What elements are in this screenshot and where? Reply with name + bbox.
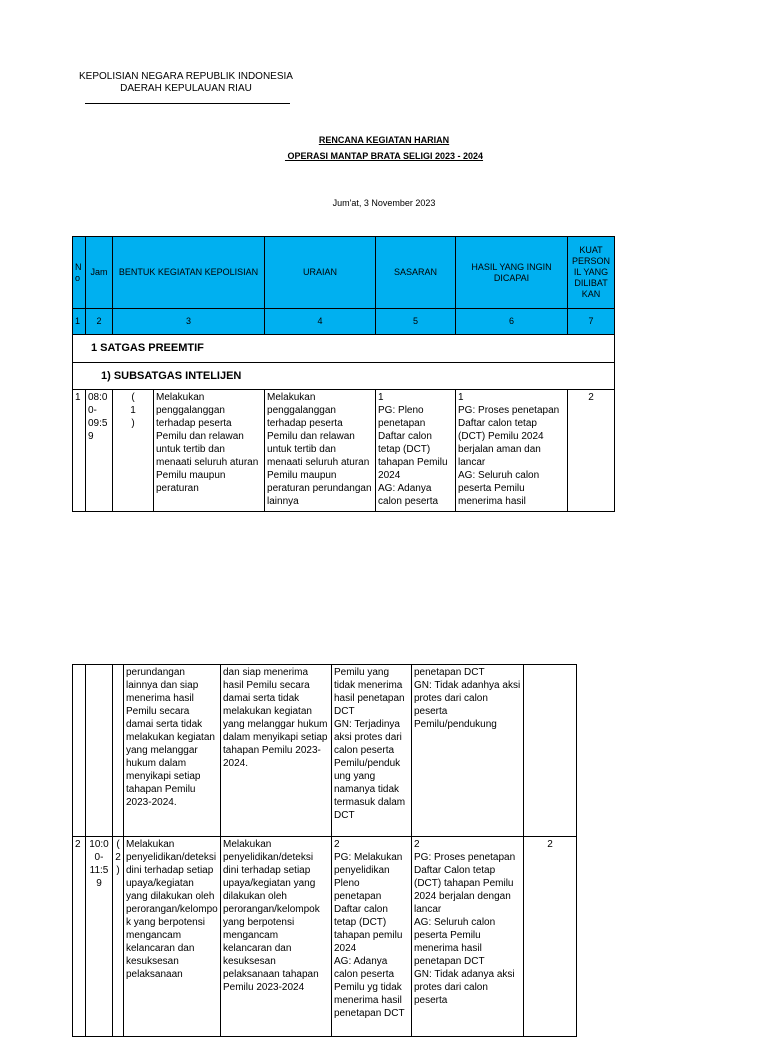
subsection-row	[73, 363, 615, 390]
row-code: ( 2 )	[113, 837, 124, 1037]
row-no: 2	[73, 837, 86, 1037]
doc-date: Jum'at, 3 November 2023	[332, 198, 436, 208]
table-header-row	[73, 237, 615, 309]
col-number: 5	[376, 309, 456, 335]
row-hasil: penetapan DCT GN: Tidak adanhya aksi protes dari calon peserta Pemilu/pendukung	[412, 665, 524, 837]
col-number: 2	[86, 309, 113, 335]
row-jam: 10:0 0- 11:5 9	[86, 837, 113, 1037]
row-jam: 08:0 0- 09:5 9	[86, 390, 113, 512]
doc-subtitle: OPERASI MANTAP BRATA SELIGI 2023 - 2024	[284, 151, 484, 161]
org-underline	[85, 103, 290, 104]
row-sasaran: 2 PG: Melakukan penyelidikan Pleno penetapan Daftar calon tetap (DCT) tahapan pemilu 2024 AG: Adanya calon peserta Pemilu yg tidak menerima hasil penetapan DCT	[332, 837, 412, 1037]
row-bentuk: perundangan lainnya dan siap menerima hasil Pemilu secara damai serta tidak melakukan kegiatan yang melanggar hukum dalam menyikapi setiap tahapan Pemilu 2023-2024.	[124, 665, 221, 837]
row-bentuk: Melakukan penyelidikan/deteksi dini terhadap setiap upaya/kegiatan yang dilakukan oleh perorangan/kelompok yang berpotensi mengancam kelancaran dan kesuksesan pelaksanaan	[124, 837, 221, 1037]
row-uraian: dan siap menerima hasil Pemilu secara damai serta tidak melakukan kegiatan yang melanggar hukum dalam menyikapi setiap tahapan Pemilu 2023-2024.	[221, 665, 332, 837]
column-number-row	[73, 309, 615, 335]
row-no	[73, 665, 86, 837]
row-kuat: 2	[568, 390, 615, 512]
row-kuat: 2	[524, 837, 577, 1037]
row-hasil: 2 PG: Proses penetapan Daftar Calon tetap (DCT) tahapan Pemilu 2024 berjalan dengan lancar AG: Seluruh calon peserta Pemilu menerima hasil penetapan DCT GN: Tidak adanya aksi protes dari calon peserta	[412, 837, 524, 1037]
row-bentuk: Melakukan penggalanggan terhadap peserta Pemilu dan relawan untuk tertib dan menaati seluruh aturan Pemilu maupun peraturan	[154, 390, 265, 512]
col-number: 6	[456, 309, 568, 335]
col-number: 4	[265, 309, 376, 335]
col-header-hasil: HASIL YANG INGIN DICAPAI	[456, 237, 568, 309]
col-number: 3	[113, 309, 265, 335]
org-region: DAERAH KEPULAUAN RIAU	[120, 83, 252, 94]
org-name: KEPOLISIAN NEGARA REPUBLIK INDONESIA	[79, 71, 293, 82]
row-kuat	[524, 665, 577, 837]
org-header	[74, 71, 298, 95]
row-jam	[86, 665, 113, 837]
row-uraian: Melakukan penggalanggan terhadap peserta Pemilu dan relawan untuk tertib dan menaati seluruh aturan Pemilu maupun peraturan perundangan lainnya	[265, 390, 376, 512]
activity-table-continued	[72, 664, 577, 1037]
row-sasaran: 1 PG: Pleno penetapan Daftar calon tetap (DCT) tahapan Pemilu 2024 AG: Adanya calon peserta	[376, 390, 456, 512]
col-header-kuat: KUAT PERSON IL YANG DILIBAT KAN	[568, 237, 615, 309]
section-row	[73, 335, 615, 363]
col-header-uraian: URAIAN	[265, 237, 376, 309]
table-row	[73, 837, 577, 1037]
activity-table	[72, 236, 615, 512]
table-row	[73, 665, 577, 837]
subsection-title: 1) SUBSATGAS INTELIJEN	[73, 363, 615, 390]
row-hasil: 1 PG: Proses penetapan Daftar calon tetap (DCT) Pemilu 2024 berjalan aman dan lancar AG: Seluruh calon peserta Pemilu menerima hasil	[456, 390, 568, 512]
row-code: ( 1 )	[113, 390, 154, 512]
col-header-bentuk: BENTUK KEGIATAN KEPOLISIAN	[113, 237, 265, 309]
row-sasaran: Pemilu yang tidak menerima hasil penetapan DCT GN: Terjadinya aksi protes dari calon peserta Pemilu/penduk ung yang namanya tidak termasuk dalam DCT	[332, 665, 412, 837]
row-uraian: Melakukan penyelidikan/deteksi dini terhadap setiap upaya/kegiatan yang dilakukan oleh perorangan/kelompok yang berpotensi mengancam kelancaran dan kesuksesan pelaksanaan tahapan Pemilu 2023-2024	[221, 837, 332, 1037]
col-number: 7	[568, 309, 615, 335]
row-code	[113, 665, 124, 837]
row-no: 1	[73, 390, 86, 512]
col-header-sasaran: SASARAN	[376, 237, 456, 309]
col-number: 1	[73, 309, 86, 335]
section-title: 1 SATGAS PREEMTIF	[73, 335, 615, 363]
table-row	[73, 390, 615, 512]
doc-title: RENCANA KEGIATAN HARIAN	[318, 135, 450, 145]
col-header-jam: Jam	[86, 237, 113, 309]
col-header-no: N o	[73, 237, 86, 309]
